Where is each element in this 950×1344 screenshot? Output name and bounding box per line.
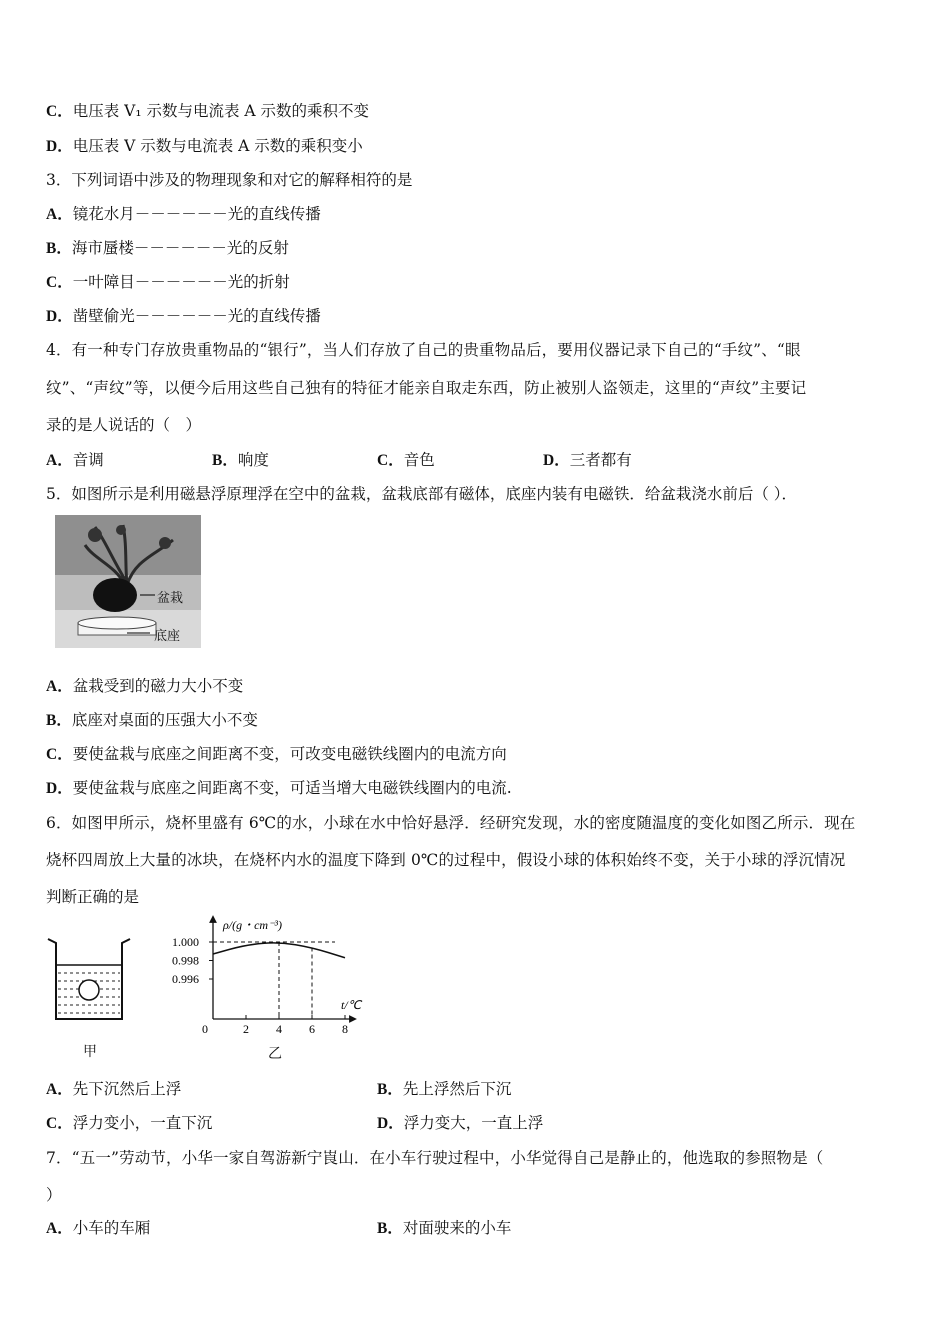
q5-option-c: C．要使盆栽与底座之间距离不变，可改变电磁铁线圈内的电流方向 [46, 745, 507, 763]
y-axis-label: ρ/(g・cm⁻³) [223, 918, 283, 932]
q6-stem-line1: 6．如图甲所示，烧杯里盛有 6℃的水，小球在水中恰好悬浮．经研究发现，水的密度随温度的变化如图乙所示．现在 [46, 814, 856, 832]
q7-stem-line1: 7．“五一”劳动节，小华一家自驾游新宁崀山．在小车行驶过程中，小华觉得自己是静止的，他选取的参照物是（ [46, 1149, 824, 1167]
fig-yi-caption: 乙 [268, 1046, 282, 1062]
q7-stem-line2: ） [46, 1186, 62, 1204]
q3-option-a: A．镜花水月－－－－－－光的直线传播 [46, 205, 321, 223]
q6-option-a: A．先下沉然后上浮 [46, 1080, 182, 1098]
q5-stem: 5．如图所示是利用磁悬浮原理浮在空中的盆栽，盆栽底部有磁体，底座内装有电磁铁．给盆栽浇水前后（ ）． [46, 485, 798, 503]
q6-option-d: D．浮力变大，一直上浮 [377, 1114, 544, 1132]
q2-option-c: C．电压表 V₁ 示数与电流表 A 示数的乘积不变 [46, 102, 370, 120]
q3-option-c: C．一叶障目－－－－－－光的折射 [46, 273, 290, 291]
q4-option-c: C．音色 [377, 451, 435, 469]
q7-option-b: B．对面驶来的小车 [377, 1219, 512, 1237]
q4-option-d: D．三者都有 [543, 451, 632, 469]
q4-stem-line1: 4．有一种专门存放贵重物品的“银行”，当人们存放了自己的贵重物品后，要用仪器记录下自己的“手纹”、“眼 [46, 341, 801, 359]
density-chart [165, 915, 375, 1040]
fig-jia-caption: 甲 [83, 1044, 97, 1060]
pot-label: 盆栽 [157, 591, 184, 606]
q6-stem-line3: 判断正确的是 [46, 888, 140, 906]
y-tick-label: 0.996 [172, 972, 199, 986]
q5-option-b: B．底座对桌面的压强大小不变 [46, 711, 258, 729]
x-tick-label: 6 [309, 1022, 315, 1036]
q3-option-d: D．凿壁偷光－－－－－－光的直线传播 [46, 307, 321, 325]
q3-stem: 3．下列词语中涉及的物理现象和对它的解释相符的是 [46, 171, 413, 189]
q2-option-d: D．电压表 V 示数与电流表 A 示数的乘积变小 [46, 137, 363, 155]
q4-stem-line3: 录的是人说话的（ ） [46, 416, 202, 434]
base-label: 底座 [154, 629, 181, 644]
x-tick-label: 0 [202, 1022, 208, 1036]
q5-option-a: A．盆栽受到的磁力大小不变 [46, 677, 244, 695]
y-tick-label: 0.998 [172, 953, 199, 968]
x-tick-label: 2 [243, 1022, 249, 1036]
q6-stem-line2: 烧杯四周放上大量的冰块，在烧杯内水的温度下降到 0℃的过程中，假设小球的体积始终不变，关于小球的浮沉情况 [46, 851, 846, 869]
q4-option-a: A．音调 [46, 451, 104, 469]
x-axis-label: t/℃ [341, 998, 362, 1012]
q3-option-b: B．海市蜃楼－－－－－－光的反射 [46, 239, 289, 257]
q6-option-b: B．先上浮然后下沉 [377, 1080, 512, 1098]
beaker-figure [44, 935, 134, 1025]
x-tick-label: 8 [342, 1022, 348, 1036]
maglev-plant-photo [55, 515, 201, 648]
x-tick-label: 4 [276, 1022, 282, 1036]
q4-option-b: B．响度 [212, 451, 269, 469]
y-tick-label: 1.000 [172, 935, 199, 949]
q5-option-d: D．要使盆栽与底座之间距离不变，可适当增大电磁铁线圈内的电流. [46, 779, 512, 797]
q6-option-c: C．浮力变小，一直下沉 [46, 1114, 213, 1132]
q4-stem-line2: 纹”、“声纹”等，以便今后用这些自己独有的特征才能亲自取走东西，防止被别人盗领走，这里的“声纹”主要记 [46, 379, 807, 397]
q7-option-a: A．小车的车厢 [46, 1219, 151, 1237]
